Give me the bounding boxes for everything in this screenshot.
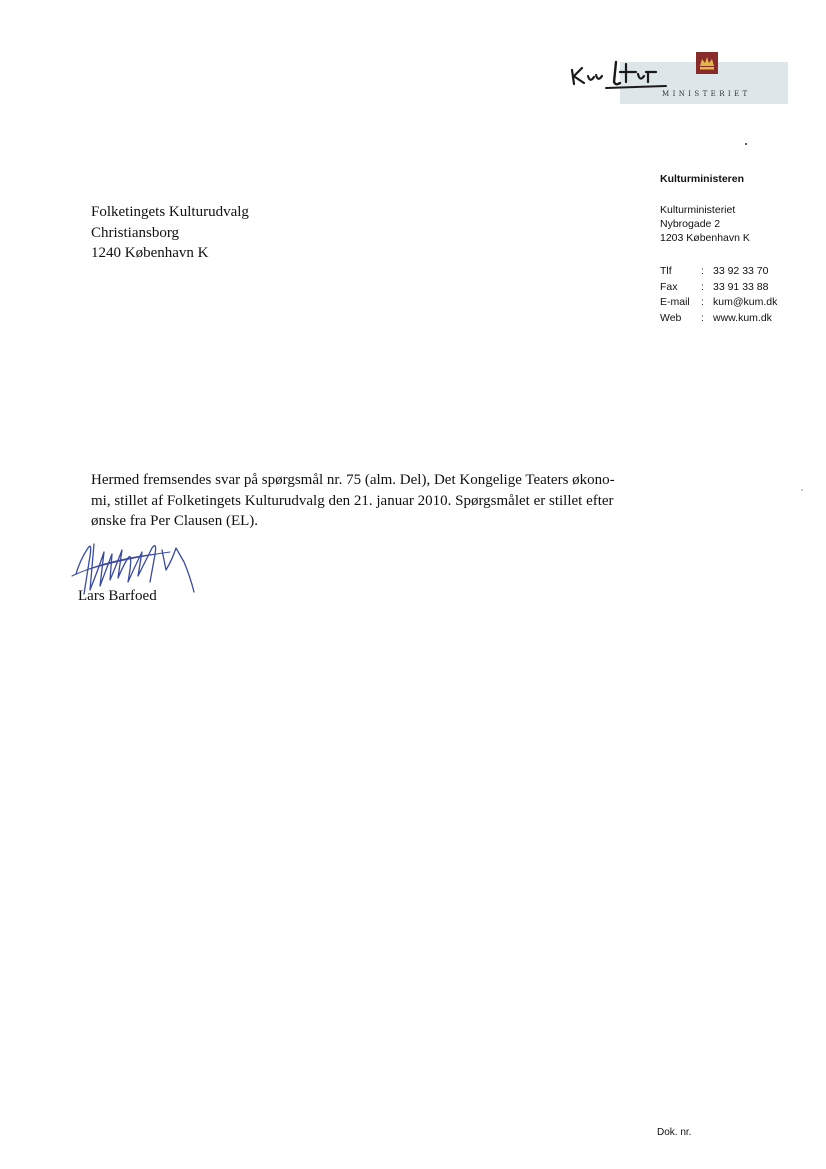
- contact-row-web: [660, 311, 777, 327]
- body-line: mi, stillet af Folketingets Kulturudvalg den 21. januar 2010. Spørgsmålet er stillet efter: [91, 492, 614, 509]
- document-number-label: Dok. nr.: [657, 1127, 692, 1138]
- contact-separator: :: [701, 311, 704, 324]
- contact-label: Tlf: [660, 265, 672, 277]
- contact-separator: :: [701, 265, 704, 277]
- contact-separator: :: [701, 296, 704, 308]
- kulturministeriet-logo: [566, 50, 790, 106]
- signer-name: Lars Barfoed: [78, 588, 157, 604]
- stray-dot: [745, 143, 747, 145]
- letter-body: [91, 470, 666, 532]
- crown-icon: [696, 52, 718, 74]
- body-line: Hermed fremsendes svar på spørgsmål nr. 75 (alm. Del), Det Kongelige Teaters økono-: [91, 472, 615, 488]
- contact-row-phone: [660, 264, 777, 280]
- sender-address-line: 1203 København K: [660, 232, 750, 244]
- contact-row-fax: [660, 280, 777, 296]
- sender-address-line: Kulturministeriet: [660, 204, 736, 216]
- contact-value: kum@kum.dk: [713, 296, 778, 308]
- sender-address: [660, 203, 750, 245]
- contact-label: Web: [660, 311, 682, 324]
- recipient-line: Christiansborg: [91, 224, 180, 241]
- stray-dot: [801, 489, 803, 491]
- handwritten-signature: [66, 530, 206, 610]
- recipient-line: Folketingets Kulturudvalg: [91, 204, 249, 220]
- recipient-address: [91, 202, 249, 264]
- sender-name: Kulturministeren: [660, 173, 745, 185]
- contact-row-email: [660, 295, 777, 311]
- contact-block: [660, 264, 777, 326]
- contact-label: E-mail: [660, 296, 690, 308]
- contact-separator: :: [701, 280, 704, 293]
- contact-label: Fax: [660, 280, 678, 293]
- contact-value: 33 91 33 88: [713, 280, 769, 293]
- contact-value: 33 92 33 70: [713, 265, 769, 277]
- contact-value: www.kum.dk: [713, 311, 772, 324]
- sender-address-line: Nybrogade 2: [660, 218, 721, 230]
- recipient-line: 1240 København K: [91, 245, 209, 261]
- logo-subtitle: MINISTERIET: [662, 90, 751, 98]
- body-line: ønske fra Per Clausen (EL).: [91, 513, 259, 529]
